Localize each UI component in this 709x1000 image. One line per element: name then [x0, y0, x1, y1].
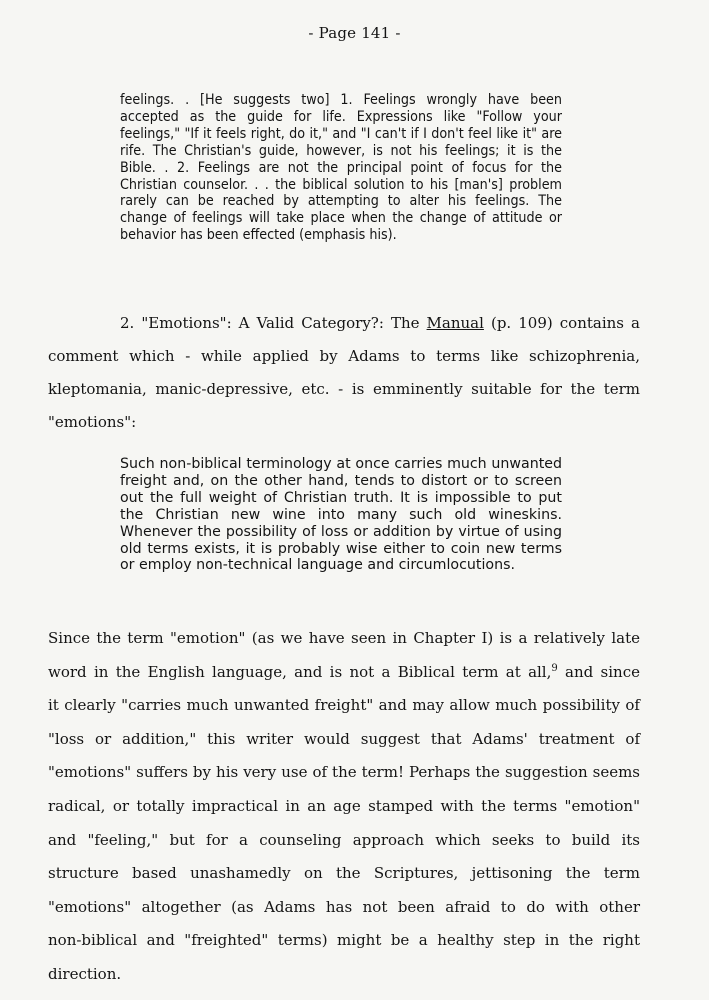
- paragraph-line: "emotions" suffers by his very use of the term! Perhaps the suggestion seems: [48, 763, 640, 782]
- manual-title: Manual: [426, 314, 484, 332]
- paragraph-line: comment which - while applied by Adams to terms like schizophrenia,: [48, 347, 640, 365]
- paragraph-line: "loss or addition," this writer would suggest that Adams' treatment of: [48, 729, 640, 748]
- block-quote-manual: Such non-biblical terminology at once carries much unwanted freight and, on the other hand, tends to distort or to screen out the full weight of Christian truth. It is impossible to put the Christian new wine into many such old wineskins. Whenever the possibility of loss or addition by virtue of using old terms exists, it is probably wise either to coin new terms or employ non-technical language and circumlocutions.: [120, 456, 562, 574]
- paragraph-line: Since the term "emotion" (as we have seen in Chapter I) is a relatively late: [48, 629, 640, 647]
- footnote-marker: 9: [551, 662, 558, 674]
- paragraph-line: structure based unashamedly on the Scriptures, jettisoning the term: [48, 864, 640, 883]
- section-heading-line: [120, 307, 640, 340]
- paragraph-line: non-biblical and "freighted" terms) might be a healthy step in the right: [48, 931, 640, 950]
- page-header: - Page 141 -: [308, 24, 401, 42]
- block-quote-adams-feelings: feelings. . [He suggests two] 1. Feelings wrongly have been accepted as the guide for life. Expressions like "Follow your feelings," "If it feels right, do it," and "I can't if I don't feel like it" are rife. The Christian's guide, however, is not his feelings; it is the Bible. . 2. Feelings are not the principal point of focus for the Christian counselor. . . the biblical solution to his [man's] problem rarely can be reached by attempting to alter his feelings. The change of feelings will take place when the change of attitude or behavior has been effected (emphasis his).: [120, 92, 562, 244]
- paragraph-line: "emotions":: [48, 413, 137, 431]
- paragraph-line: it clearly "carries much unwanted freight" and may allow much possibility of: [48, 696, 640, 715]
- paragraph-line: [48, 656, 640, 690]
- section-heading-cont: (p. 109) contains a: [483, 314, 640, 332]
- paragraph-line: radical, or totally impractical in an age stamped with the terms "emotion": [48, 796, 640, 815]
- paragraph-line: direction.: [48, 964, 122, 983]
- paragraph-line-text: word in the English language, and is not a Biblical term at all,: [48, 662, 552, 681]
- section-heading-text: 2. "Emotions": A Valid Category?: The: [120, 314, 427, 332]
- paragraph-line-text: and since: [557, 662, 640, 681]
- paragraph-line: "emotions" altogether (as Adams has not been afraid to do with other: [48, 897, 640, 916]
- paragraph-conclusion: [48, 622, 640, 992]
- paragraph-emotions-category: [48, 340, 640, 439]
- paragraph-line: and "feeling," but for a counseling approach which seeks to build its: [48, 830, 640, 849]
- paragraph-line: kleptomania, manic-depressive, etc. - is emminently suitable for the term: [48, 380, 640, 398]
